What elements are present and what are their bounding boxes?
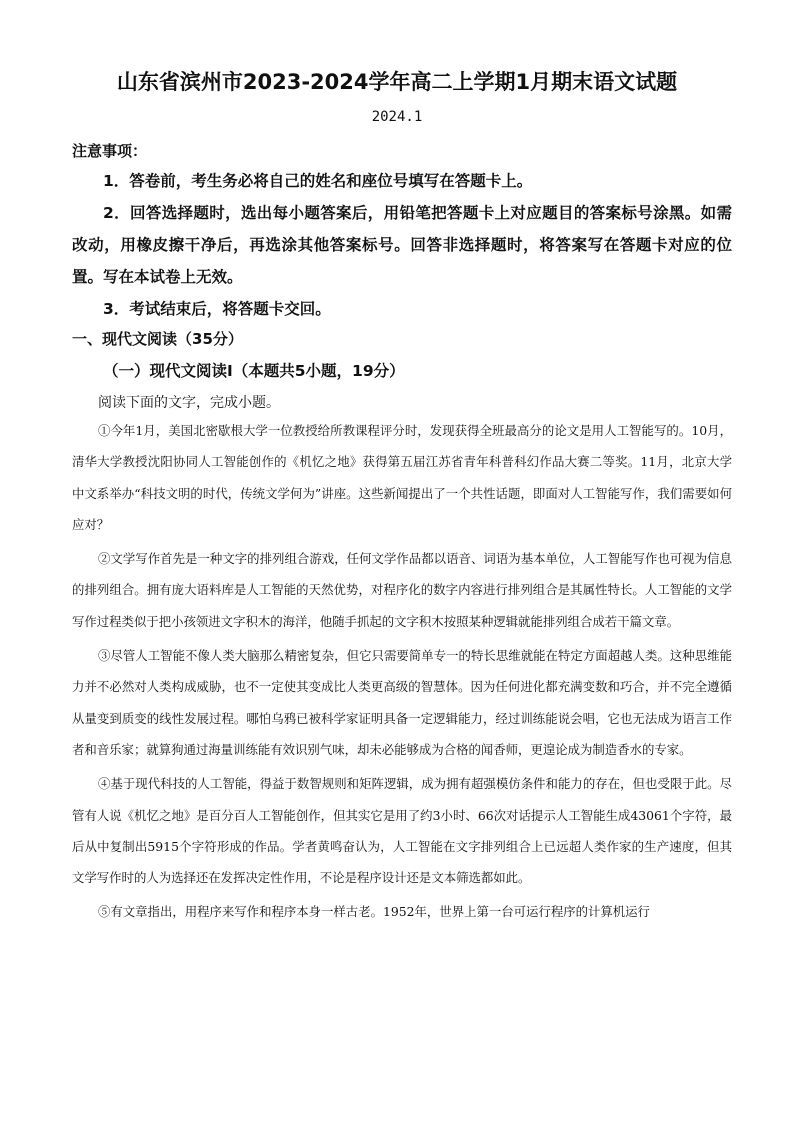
subsection-heading: （一）现代文阅读Ⅰ（本题共5小题，19分） [103, 362, 405, 380]
document-date: 2024.1 [371, 109, 423, 125]
reading-instruction: 阅读下面的文字，完成小题。 [98, 395, 280, 411]
document-title: 山东省滨州市2023-2024学年高二上学期1月期末语文试题 [116, 70, 678, 94]
passage-paragraph: ①今年1月，美国北密歇根大学一位教授给所教课程评分时，发现获得全班最高分的论文是用人工智能写的。10月，清华大学教授沈阳协同人工智能创作的《机忆之地》获得第五届江苏省青年科普科幻作品大赛二等奖。11月，北京大学中文系举办“科技文明的时代，传统文学何为”讲座。这些新闻提出了一个共性话题，即面对人工智能写作，我们需要如何应对？ [72, 423, 732, 532]
passage-paragraph: ④基于现代科技的人工智能，得益于数智规则和矩阵逻辑，成为拥有超强模仿条件和能力的存在，但也受限于此。尽管有人说《机忆之地》是百分百人工智能创作，但其实它是用了约3小时、66次对话提示人工智能生成43061个字符，最后从中复制出5915个字符形成的作品。学者黄鸣奋认为，人工智能在文字排列组合上已远超人类作家的生产速度，但其文学写作时的人为选择还在发挥决定性作用，不论是程序设计还是文本筛选都如此。 [72, 776, 732, 886]
notice-heading: 注意事项： [72, 142, 148, 160]
notice-list [72, 165, 732, 325]
passage-paragraph: ③尽管人工智能不像人类大脑那么精密复杂，但它只需要简单专一的特长思维就能在特定方面超越人类。这种思维能力并不必然对人类构成威胁，也不一定使其变成比人类更高级的智慧体。因为任何进化都充满变数和巧合，并不完全遵循从量变到质变的线性发展过程。哪怕乌鸦已被科学家证明具备一定逻辑能力，经过训练能说会唱，它也无法成为语言工作者和音乐家；就算狗通过海量训练能有效识别气味，却未必能够成为合格的闻香师，更遑论成为制造香水的专家。 [72, 648, 732, 757]
section-heading: 一、现代文阅读（35分） [72, 330, 243, 348]
notice-item: 1．答卷前，考生务必将自己的姓名和座位号填写在答题卡上。 [103, 172, 533, 190]
reading-passage [72, 415, 732, 931]
passage-paragraph: ②文学写作首先是一种文字的排列组合游戏，任何文学作品都以语音、词语为基本单位，人工智能写作也可视为信息的排列组合。拥有庞大语料库是人工智能的天然优势，对程序化的数字内容进行排列组合是其属性特长。人工智能的文学写作过程类似于把小孩领进文字积木的海洋，他随手抓起的文字积木按照某种逻辑就能排列组合成若干篇文章。 [72, 551, 732, 629]
passage-paragraph: ⑤有文章指出，用程序来写作和程序本身一样古老。1952年，世界上第一台可运行程序的计算机运行 [98, 904, 650, 920]
notice-item: 3．考试结束后，将答题卡交回。 [103, 300, 331, 318]
notice-item: 2．回答选择题时，选出每小题答案后，用铅笔把答题卡上对应题目的答案标号涂黑。如需改动，用橡皮擦干净后，再选涂其他答案标号。回答非选择题时，将答案写在答题卡对应的位置。写在本试卷上无效。 [72, 204, 732, 286]
